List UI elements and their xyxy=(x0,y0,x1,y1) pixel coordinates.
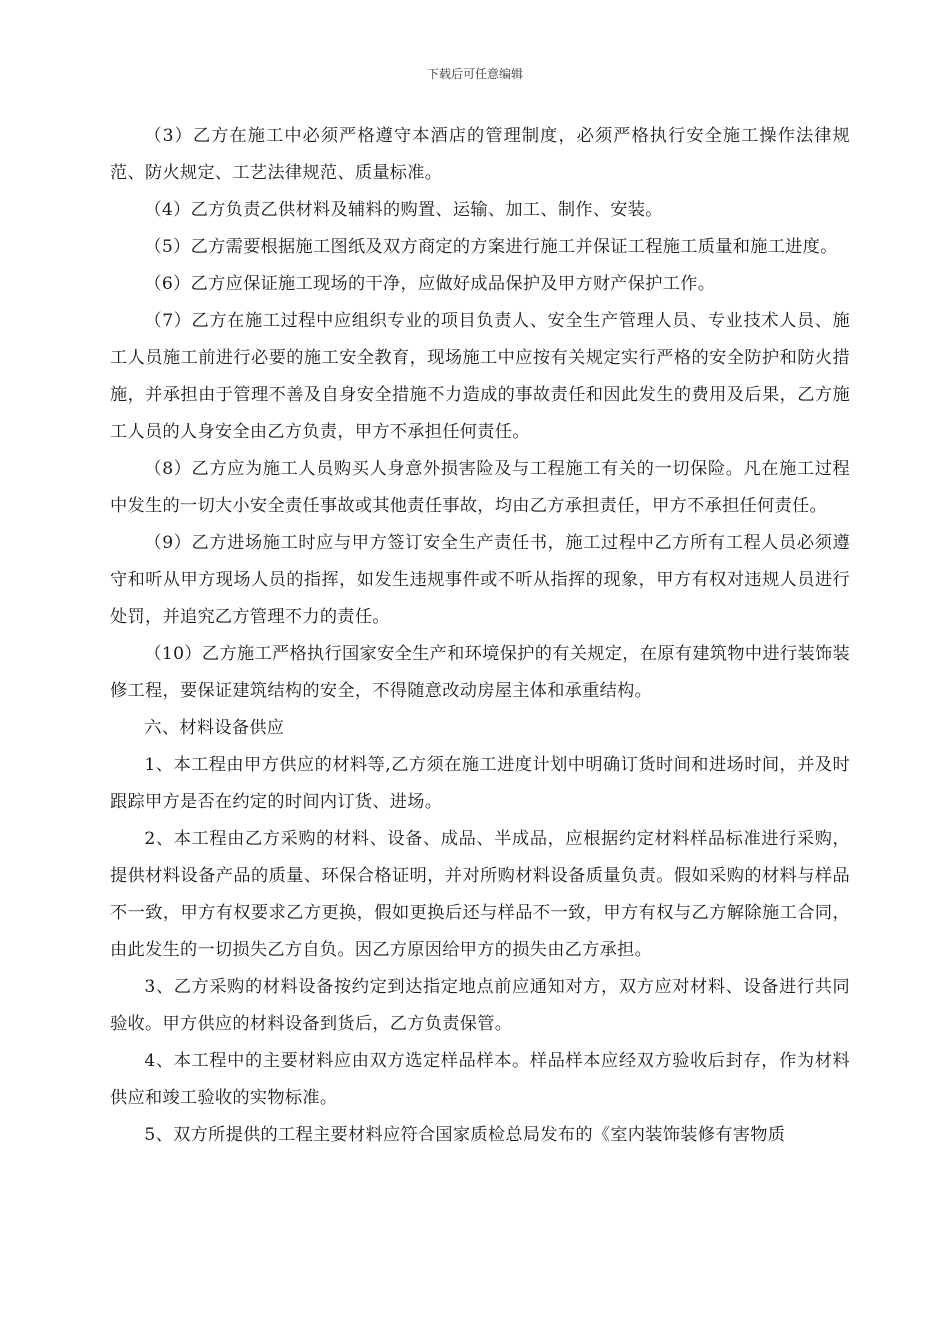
page-header: 下载后可任意编辑 xyxy=(426,67,523,81)
paragraph-materials-5: 5、双方所提供的工程主要材料应符合国家质检总局发布的《室内装饰装修有害物质 xyxy=(144,1125,786,1145)
paragraph-clause-5: （5）乙方需要根据施工图纸及双方商定的方案进行施工并保证工程施工质量和施工进度。 xyxy=(144,237,838,257)
paragraph-clause-7: （7）乙方在施工过程中应组织专业的项目负责人、安全生产管理人员、专业技术人员、施工人员施工前进行必要的施工安全教育，现场施工中应按有关规定实行严格的安全防护和防火措施，并承担由于管理不善及自身安全措施不力造成的事故责任和因此发生的费用及后果，乙方施工人员的人身安全由乙方负责，甲方不承担任何责任。 xyxy=(110,311,850,442)
paragraph-clause-4: （4）乙方负责乙供材料及辅料的购置、运输、加工、制作、安装。 xyxy=(144,200,663,220)
paragraph-materials-1: 1、本工程由甲方供应的材料等,乙方须在施工进度计划中明确订货时间和进场时间，并及时跟踪甲方是否在约定的时间内订货、进场。 xyxy=(110,755,850,812)
paragraph-materials-2: 2、本工程由乙方采购的材料、设备、成品、半成品，应根据约定材料样品标准进行采购，提供材料设备产品的质量、环保合格证明，并对所购材料设备质量负责。假如采购的材料与样品不一致，甲方有权要求乙方更换，假如更换后还与样品不一致，甲方有权与乙方解除施工合同，由此发生的一切损失乙方自负。因乙方原因给甲方的损失由乙方承担。 xyxy=(110,829,850,960)
paragraph-clause-8: （8）乙方应为施工人员购买人身意外损害险及与工程施工有关的一切保险。凡在施工过程中发生的一切大小安全责任事故或其他责任事故，均由乙方承担责任，甲方不承担任何责任。 xyxy=(110,459,850,516)
paragraph-clause-10: （10）乙方施工严格执行国家安全生产和环境保护的有关规定，在原有建筑物中进行装饰装修工程，要保证建筑结构的安全，不得随意改动房屋主体和承重结构。 xyxy=(110,644,850,701)
paragraph-materials-3: 3、乙方采购的材料设备按约定到达指定地点前应通知对方，双方应对材料、设备进行共同验收。甲方供应的材料设备到货后，乙方负责保管。 xyxy=(110,977,850,1034)
document-body xyxy=(110,118,850,1154)
paragraph-clause-9: （9）乙方进场施工时应与甲方签订安全生产责任书，施工过程中乙方所有工程人员必须遵守和听从甲方现场人员的指挥，如发生违规事件或不听从指挥的现象，甲方有权对违规人员进行处罚，并追究乙方管理不力的责任。 xyxy=(110,533,850,627)
paragraph-clause-6: （6）乙方应保证施工现场的干净，应做好成品保护及甲方财产保护工作。 xyxy=(144,274,716,294)
paragraph-materials-4: 4、本工程中的主要材料应由双方选定样品样本。样品样本应经双方验收后封存，作为材料供应和竣工验收的实物标准。 xyxy=(110,1051,850,1108)
paragraph-clause-3: （3）乙方在施工中必须严格遵守本酒店的管理制度，必须严格执行安全施工操作法律规范、防火规定、工艺法律规范、质量标准。 xyxy=(110,126,850,183)
section-heading-materials: 六、材料设备供应 xyxy=(144,718,285,738)
